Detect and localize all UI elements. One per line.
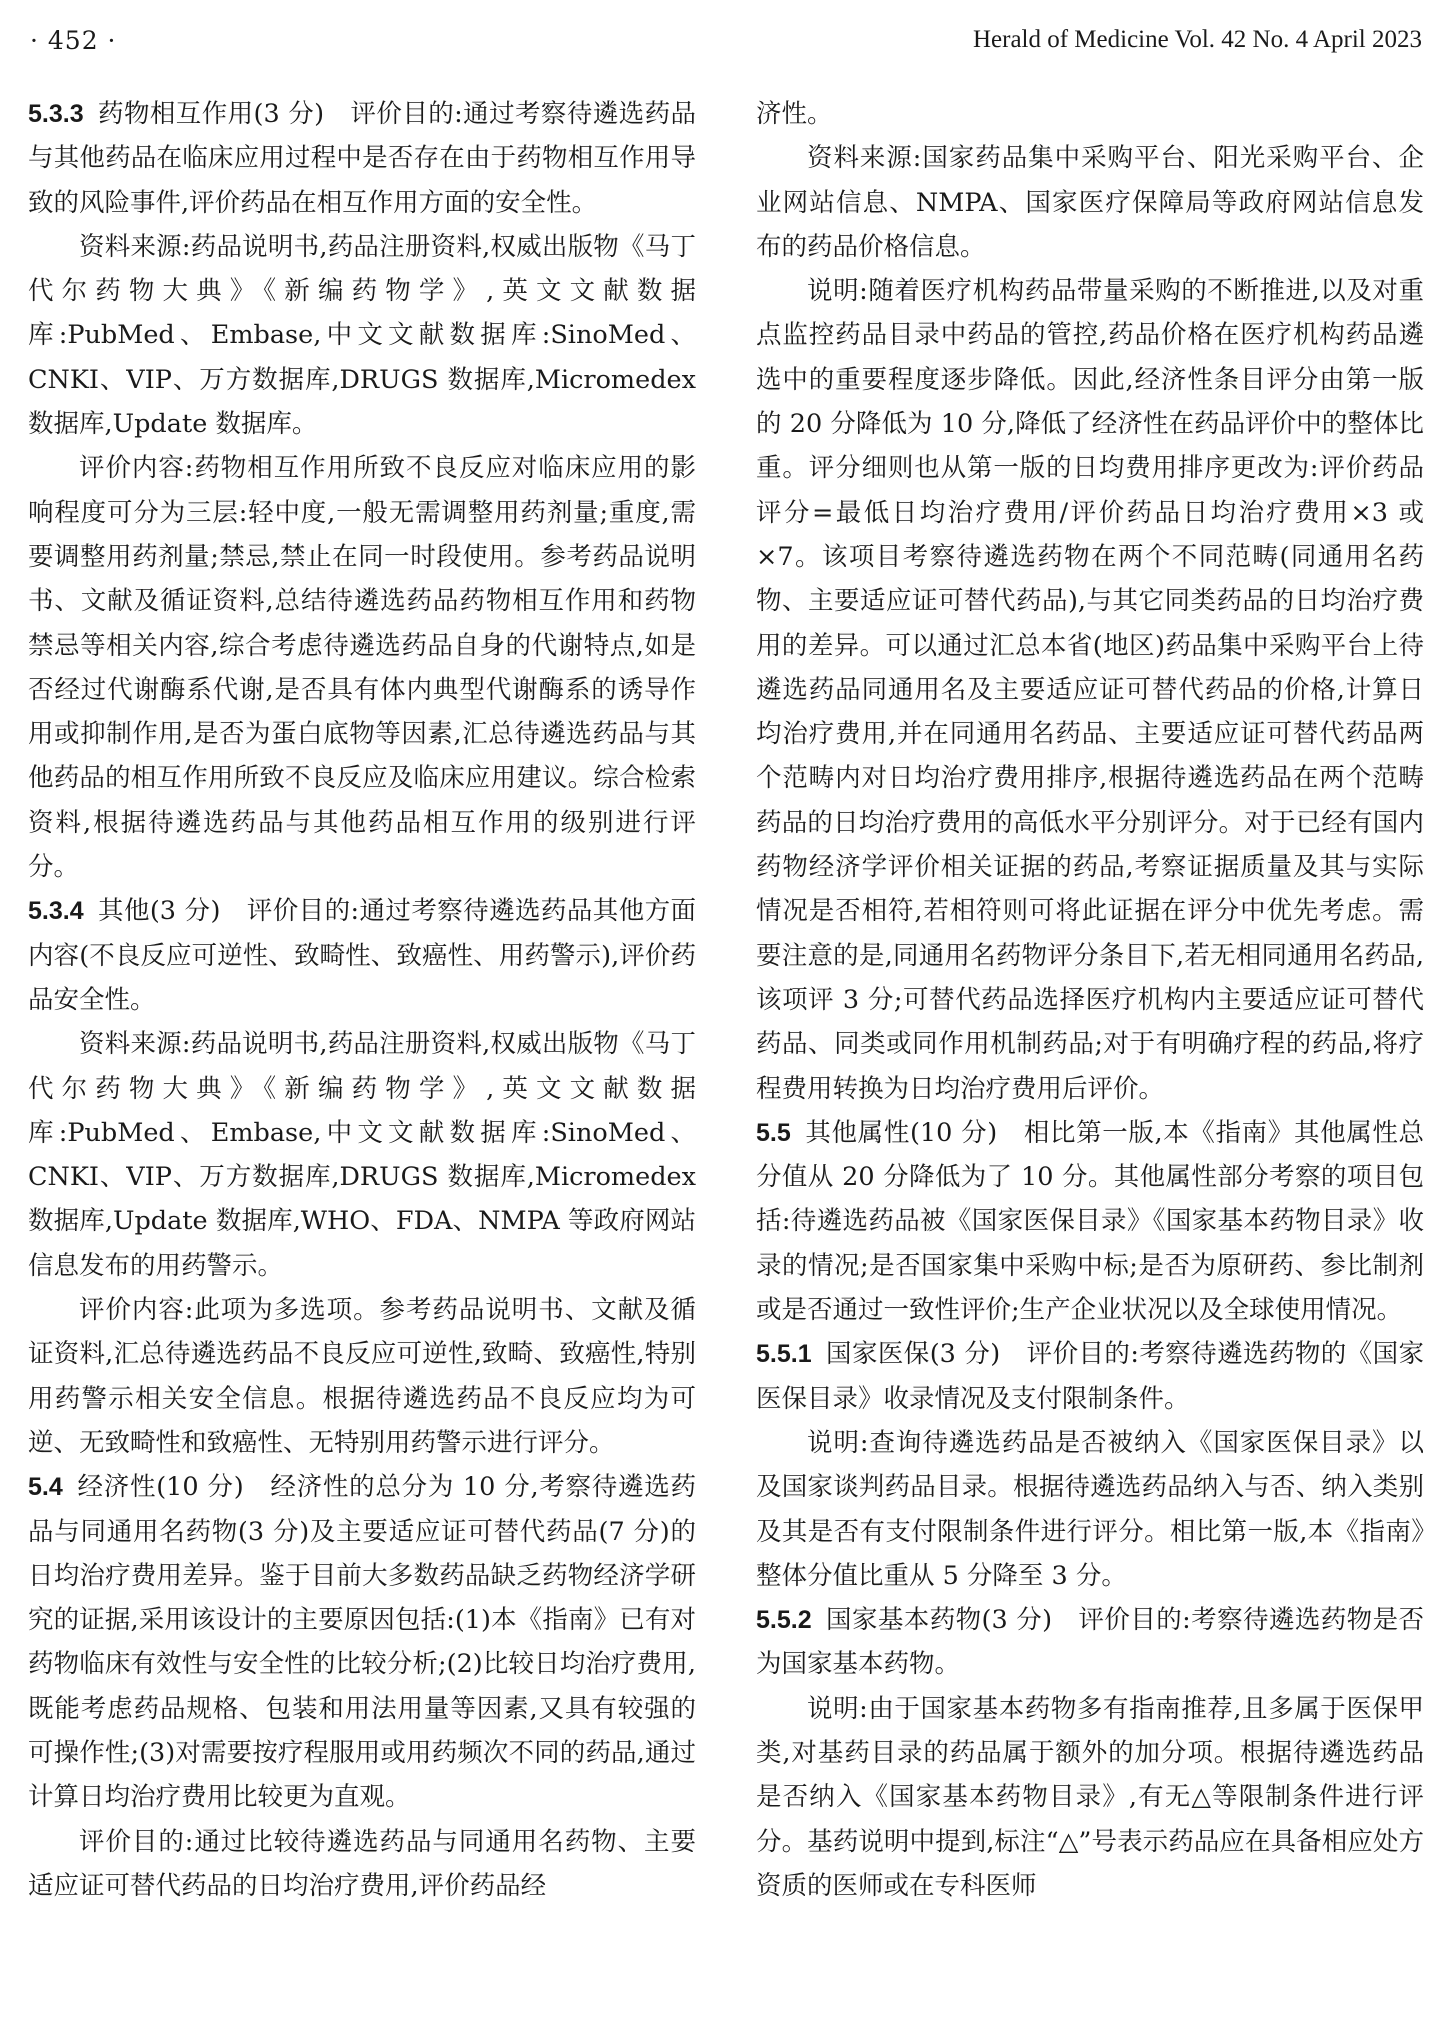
section-text: 评价目的:通过考察待遴选药品与其他药品在临床应用过程中是否存在由于药物相互作用导致的风险事件,评价药品在相互作用方面的安全性。 — [28, 99, 697, 218]
page-header — [0, 0, 1452, 80]
journal-title: Herald of Medicine Vol. 42 No. 4 April 2023 — [972, 26, 1422, 53]
section-5-3-4 — [28, 889, 696, 1022]
paragraph: 说明:查询待遴选药品是否被纳入《国家医保目录》以及国家谈判药品目录。根据待遴选药品纳入与否、纳入类别及其是否有支付限制条件进行评分。相比第一版,本《指南》整体分值比重从 5 分降至 3 分。 — [756, 1427, 1424, 1591]
section-5-3-3 — [28, 92, 696, 225]
section-number: 5.4 — [28, 1473, 63, 1502]
paragraph: 资料来源:药品说明书,药品注册资料,权威出版物《马丁代尔药物大典》《新编药物学》,英文文献数据库:PubMed、Embase,中文文献数据库:SinoMed、CNKI、VIP、万方数据库,DRUGS 数据库,Micromedex 数据库,Update 数据库,WHO、FDA、NMPA 等政府网站信息发布的用药警示。 — [28, 1029, 696, 1281]
section-5-4 — [28, 1465, 696, 1819]
section-title: 药物相互作用(3 分) — [97, 99, 325, 129]
section-text: 评价目的:通过考察待遴选药品其他方面内容(不良反应可逆性、致畸性、致癌性、用药警示),评价药品安全性。 — [28, 896, 696, 1015]
section-title: 经济性(10 分) — [76, 1472, 244, 1503]
paragraph: 评价内容:药物相互作用所致不良反应对临床应用的影响程度可分为三层:轻中度,一般无需调整用药剂量;重度,需要调整用药剂量;禁忌,禁止在同一时段使用。参考药品说明书、文献及循证资料,总结待遴选药品药物相互作用和药物禁忌等相关内容,综合考虑待遴选药品自身的代谢特点,如是否经过代谢酶系代谢,是否具有体内典型代谢酶系的诱导作用或抑制作用,是否为蛋白底物等因素,汇总待遴选药品与其他药品的相互作用所致不良反应及临床应用建议。综合检索资料,根据待遴选药品与其他药品相互作用的级别进行评分。 — [28, 453, 696, 883]
section-5-5-2 — [756, 1598, 1424, 1687]
page-number: · 452 · — [30, 26, 117, 55]
section-title: 国家基本药物(3 分) — [825, 1605, 1053, 1636]
section-5-5 — [756, 1111, 1424, 1332]
paragraph: 评价内容:此项为多选项。参考药品说明书、文献及循证资料,汇总待遴选药品不良反应可逆性,致畸、致癌性,特别用药警示相关安全信息。根据待遴选药品不良反应均为可逆、无致畸性和致癌性、无特别用药警示进行评分。 — [28, 1295, 696, 1458]
section-text: 经济性的总分为 10 分,考察待遴选药品与同通用名药物(3 分)及主要适应证可替代药品(7 分)的日均治疗费用差异。鉴于目前大多数药品缺乏药物经济学研究的证据,采用该设计的主要原因包括:(1)本《指南》已有对药物临床有效性与安全性的比较分析;(2)比较日均治疗费用,既能考虑药品规格、包装和用法用量等因素,又具有较强的可操作性;(3)对需要按疗程服用或用药频次不同的药品,通过计算日均治疗费用比较更为直观。 — [28, 1472, 696, 1813]
section-number: 5.5.1 — [756, 1340, 812, 1369]
right-column — [756, 92, 1424, 1908]
section-title: 国家医保(3 分) — [825, 1339, 1001, 1370]
paragraph-continuation: 济性。 — [756, 99, 833, 129]
section-5-5-1 — [756, 1332, 1424, 1421]
section-text: 评价目的:考察待遴选药物是否为国家基本药物。 — [756, 1605, 1425, 1680]
section-title: 其他属性(10 分) — [804, 1117, 998, 1148]
section-text: 相比第一版,本《指南》其他属性总分值从 20 分降低为了 10 分。其他属性部分考察的项目包括:待遴选药品被《国家医保目录》《国家基本药物目录》收录的情况;是否国家集中采购中标;是否为原研药、参比制剂或是否通过一致性评价;生产企业状况以及全球使用情况。 — [756, 1117, 1425, 1326]
section-title: 其他(3 分) — [97, 896, 221, 927]
left-column — [28, 92, 696, 1908]
paragraph: 说明:由于国家基本药物多有指南推荐,且多属于医保甲类,对基药目录的药品属于额外的加分项。根据待遴选药品是否纳入《国家基本药物目录》,有无△等限制条件进行评分。基药说明中提到,标注“△”号表示药品应在具备相应处方资质的医师或在专科医师 — [756, 1693, 1424, 1901]
section-number: 5.5 — [756, 1118, 791, 1147]
section-text: 评价目的:考察待遴选药物的《国家医保目录》收录情况及支付限制条件。 — [756, 1339, 1424, 1414]
paragraph: 说明:随着医疗机构药品带量采购的不断推进,以及对重点监控药品目录中药品的管控,药品价格在医疗机构药品遴选中的重要程度逐步降低。因此,经济性条目评分由第一版的 20 分降低为 10 分,降低了经济性在药品评价中的整体比重。评分细则也从第一版的日均费用排序更改为:评价药品评分=最低日均治疗费用/评价药品日均治疗费用×3 或×7。该项目考察待遴选药物在两个不同范畴(同通用名药物、主要适应证可替代药品),与其它同类药品的日均治疗费用的差异。可以通过汇总本省(地区)药品集中采购平台上待遴选药品同通用名及主要适应证可替代药品的价格,计算日均治疗费用,并在同通用名药品、主要适应证可替代药品两个范畴内对日均治疗费用排序,根据待遴选药品在两个范畴药品的日均治疗费用的高低水平分别评分。对于已经有国内药物经济学评价相关证据的药品,考察证据质量及其与实际情况是否相符,若相符则可将此证据在评分中优先考虑。需要注意的是,同通用名药物评分条目下,若无相同通用名药品,该项评 3 分;可替代药品选择医疗机构内主要适应证可替代药品、同类或同作用机制药品;对于有明确疗程的药品,将疗程费用转换为日均治疗费用后评价。 — [756, 276, 1424, 1104]
section-number: 5.5.2 — [756, 1606, 812, 1635]
section-number: 5.3.4 — [28, 897, 84, 926]
paragraph: 资料来源:药品说明书,药品注册资料,权威出版物《马丁代尔药物大典》《新编药物学》,英文文献数据库:PubMed、Embase,中文文献数据库:SinoMed、CNKI、VIP、万方数据库,DRUGS 数据库,Micromedex 数据库,Update 数据库。 — [28, 231, 696, 440]
paragraph: 评价目的:通过比较待遴选药品与同通用名药物、主要适应证可替代药品的日均治疗费用,评价药品经 — [28, 1826, 696, 1901]
paragraph: 资料来源:国家药品集中采购平台、阳光采购平台、企业网站信息、NMPA、国家医疗保障局等政府网站信息发布的药品价格信息。 — [756, 143, 1424, 262]
section-number: 5.3.3 — [28, 100, 84, 128]
